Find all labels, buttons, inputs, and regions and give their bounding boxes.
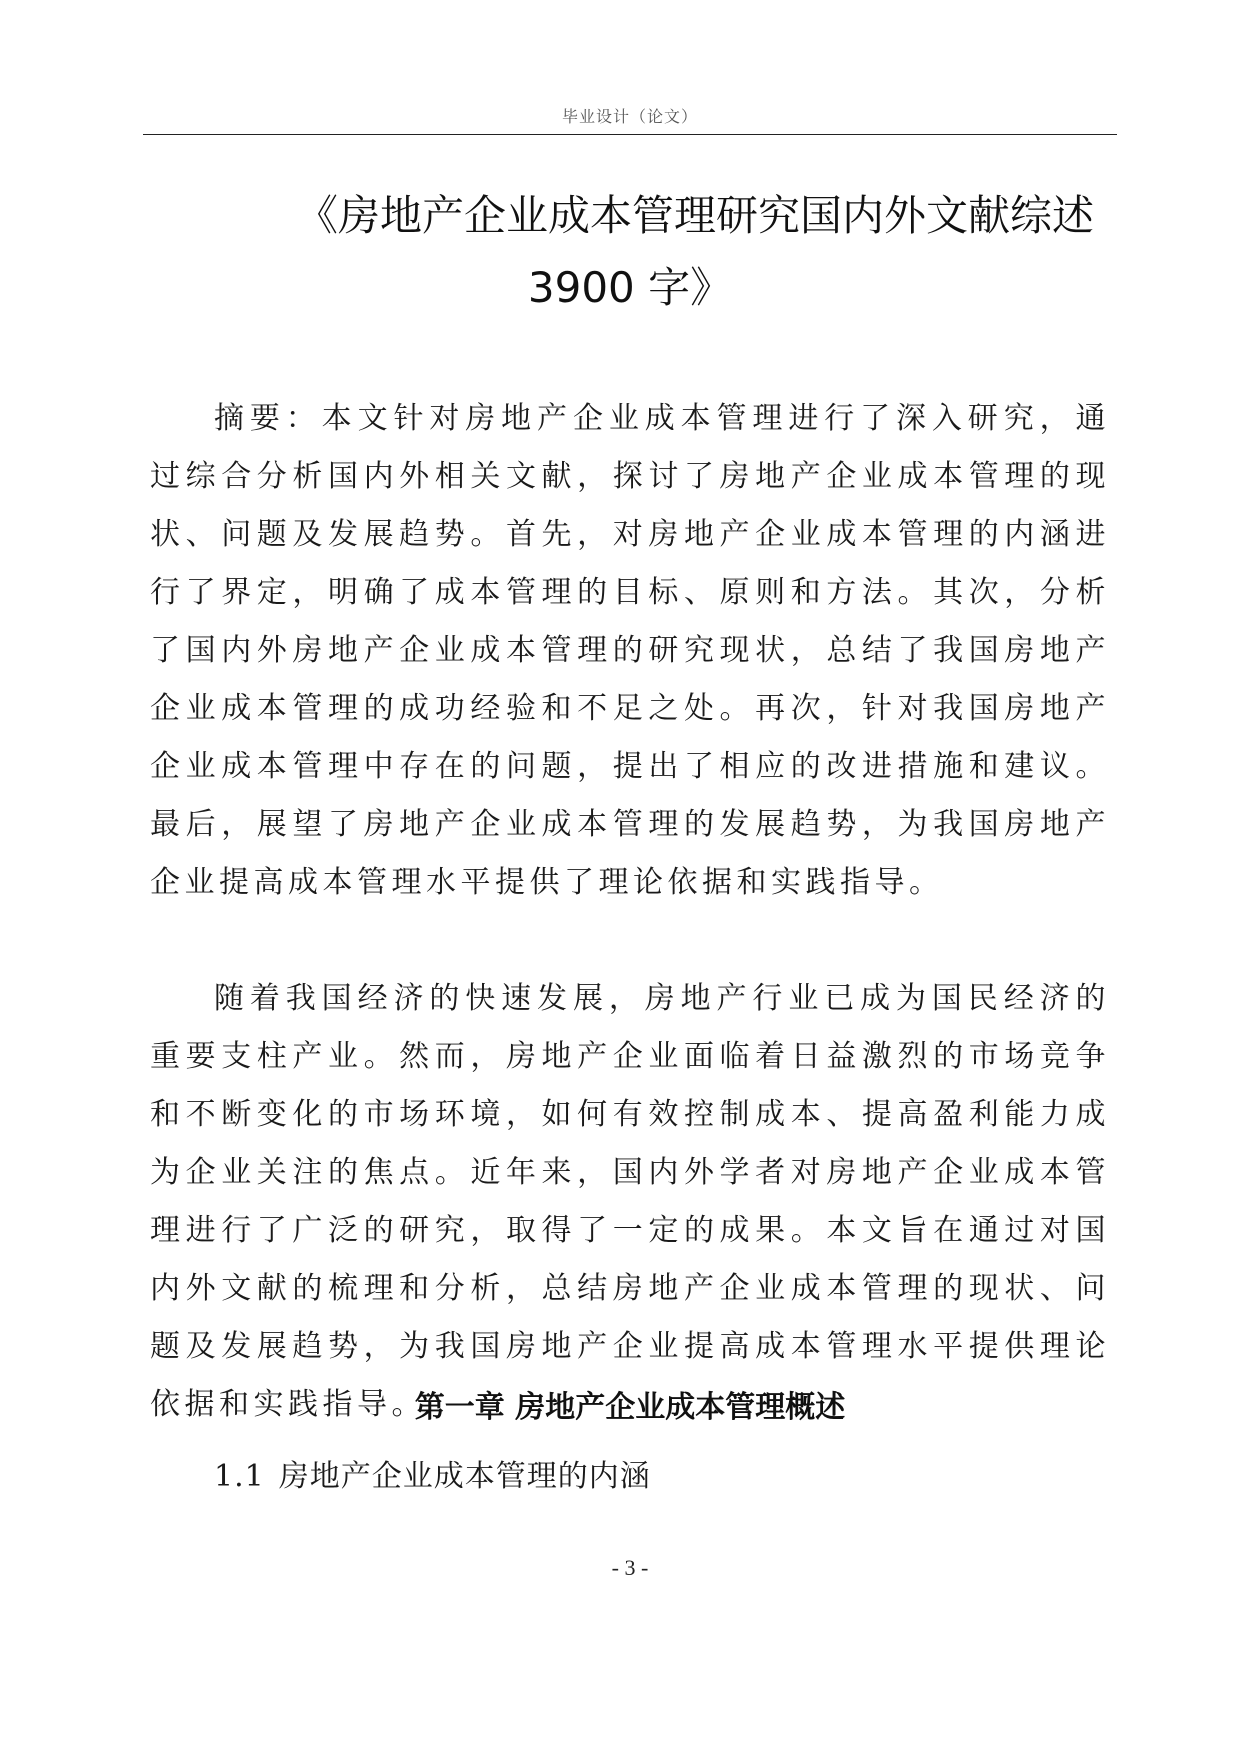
document-title [150, 180, 1110, 324]
running-header: 毕业设计（论文） [561, 107, 698, 126]
document-title-line-1: 《房地产企业成本管理研究国内外文献综述 [295, 191, 1094, 240]
section-number: 1.1 [214, 1459, 265, 1494]
section-title: 房地产企业成本管理的内涵 [278, 1459, 651, 1494]
header-rule [143, 134, 1117, 135]
document-title-line-2: 3900 字》 [527, 263, 733, 312]
chapter-heading: 第一章 房地产企业成本管理概述 [414, 1390, 846, 1425]
intro-paragraph: 随着我国经济的快速发展，房地产行业已成为国民经济的重要支柱产业。然而，房地产企业面临着日益激烈的市场竞争和不断变化的市场环境，如何有效控制成本、提高盈利能力成为企业关注的焦点。近年来，国内外学者对房地产企业成本管理进行了广泛的研究，取得了一定的成果。本文旨在通过对国内外文献的梳理和分析，总结房地产企业成本管理的现状、问题及发展趋势，为我国房地产企业提高成本管理水平提供理论依据和实践指导。 [150, 981, 1110, 1422]
page-number: - 3 - [611, 1555, 649, 1580]
section-heading [214, 1452, 1114, 1502]
abstract-paragraph: 摘要：本文针对房地产企业成本管理进行了深入研究，通过综合分析国内外相关文献，探讨了房地产企业成本管理的现状、问题及发展趋势。首先，对房地产企业成本管理的内涵进行了界定，明确了成本管理的目标、原则和方法。其次，分析了国内外房地产企业成本管理的研究现状，总结了我国房地产企业成本管理的成功经验和不足之处。再次，针对我国房地产企业成本管理中存在的问题，提出了相应的改进措施和建议。最后，展望了房地产企业成本管理的发展趋势，为我国房地产企业提高成本管理水平提供了理论依据和实践指导。 [150, 401, 1110, 900]
